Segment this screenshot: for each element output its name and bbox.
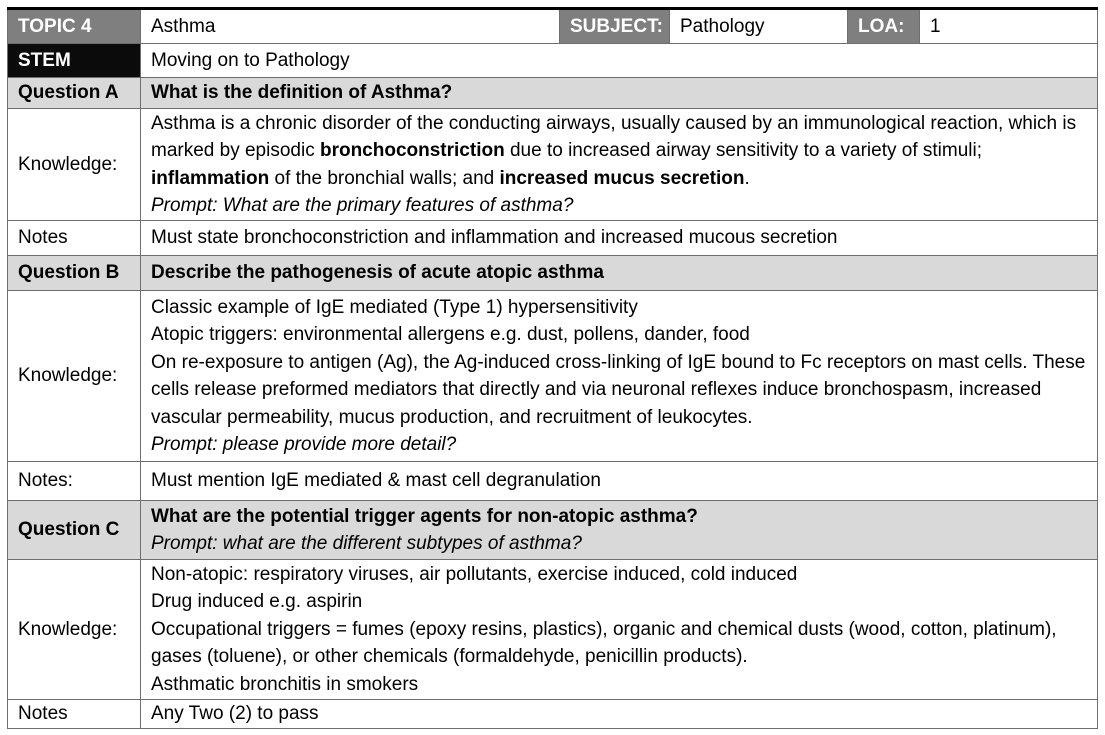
question-b-notes-row <box>8 462 1098 501</box>
question-b-notes: Must mention IgE mediated & mast cell degranulation <box>141 462 1098 501</box>
question-c-knowledge-label: Knowledge: <box>8 560 141 700</box>
loa-label: LOA: <box>848 9 920 44</box>
qa-knowledge-text-3: of the bronchial walls; and <box>269 167 500 189</box>
qc-knowledge-line-1: Non-atopic: respiratory viruses, air pollutants, exercise induced, cold induced <box>151 563 798 585</box>
qc-knowledge-line-3: Occupational triggers = fumes (epoxy resins, plastics), organic and chemical dusts (wood, cotton, platinum), gases (toluene), or other chemicals (formaldehyde, penicillin products). <box>151 618 1057 668</box>
question-b-prompt: Prompt: please provide more detail? <box>151 434 457 455</box>
question-table <box>7 7 1098 729</box>
question-b-notes-label: Notes: <box>8 462 141 501</box>
topic-value: Asthma <box>141 9 560 44</box>
question-a-text: What is the definition of Asthma? <box>141 78 1098 109</box>
question-a-prompt: Prompt: What are the primary features of asthma? <box>151 195 574 216</box>
subject-label: SUBJECT: <box>560 9 670 44</box>
question-a-knowledge-row <box>8 109 1098 221</box>
question-c-notes: Any Two (2) to pass <box>141 700 1098 729</box>
question-a-row <box>8 78 1098 109</box>
qb-knowledge-line-3: On re-exposure to antigen (Ag), the Ag-induced cross-linking of IgE bound to Fc receptors on mast cells. These cells release preformed mediators that directly and via neuronal reflexes induce bronchospasm, increased vascular permeability, mucus production, and recruitment of leukocytes. <box>151 351 1086 428</box>
question-c-notes-row <box>8 700 1098 729</box>
qb-knowledge-line-1: Classic example of IgE mediated (Type 1) hypersensitivity <box>151 296 638 318</box>
question-c-text: What are the potential trigger agents for non-atopic asthma? <box>151 505 698 527</box>
qa-knowledge-text-4: . <box>744 167 750 189</box>
question-a-knowledge-label: Knowledge: <box>8 109 141 221</box>
stem-value: Moving on to Pathology <box>141 44 1098 78</box>
topic-label: TOPIC 4 <box>8 9 141 44</box>
qb-knowledge-line-2: Atopic triggers: environmental allergens e.g. dust, pollens, dander, food <box>151 324 750 345</box>
stem-label: STEM <box>8 44 141 78</box>
qa-knowledge-text-2: due to increased airway sensitivity to a variety of stimuli; <box>504 140 983 161</box>
question-b-label: Question B <box>8 256 141 291</box>
question-a-notes: Must state bronchoconstriction and inflammation and increased mucous secretion <box>141 221 1098 256</box>
qa-knowledge-text-1: Asthma is a chronic disorder of the conducting airways, usually caused by an immunological reaction, which is marked by episodic <box>151 112 1077 161</box>
question-c-knowledge <box>141 560 1098 700</box>
question-a-label: Question A <box>8 78 141 109</box>
question-b-row <box>8 256 1098 291</box>
asthma-pathology-sheet <box>7 7 1097 729</box>
stem-row <box>8 44 1098 78</box>
question-a-notes-row <box>8 221 1098 256</box>
question-b-knowledge-label: Knowledge: <box>8 291 141 462</box>
question-b-knowledge <box>141 291 1098 462</box>
subject-value: Pathology <box>670 9 848 44</box>
question-b-text: Describe the pathogenesis of acute atopic asthma <box>141 256 1098 291</box>
question-c-row <box>8 501 1098 560</box>
question-c-notes-label: Notes <box>8 700 141 729</box>
qc-knowledge-line-4: Asthmatic bronchitis in smokers <box>151 673 419 695</box>
question-c-label: Question C <box>8 501 141 560</box>
qc-knowledge-line-2: Drug induced e.g. aspirin <box>151 591 363 613</box>
question-a-notes-label: Notes <box>8 221 141 256</box>
question-b-knowledge-row <box>8 291 1098 462</box>
question-c-cell <box>141 501 1098 560</box>
question-c-knowledge-row <box>8 560 1098 700</box>
qa-knowledge-bold-3: increased mucus secretion <box>499 167 745 189</box>
qa-knowledge-bold-2: inflammation <box>151 167 270 189</box>
question-c-prompt: Prompt: what are the different subtypes of asthma? <box>151 533 582 554</box>
loa-value: 1 <box>920 9 1098 44</box>
qa-knowledge-bold-1: bronchoconstriction <box>319 140 505 161</box>
question-a-knowledge <box>141 109 1098 221</box>
header-row <box>8 9 1098 44</box>
